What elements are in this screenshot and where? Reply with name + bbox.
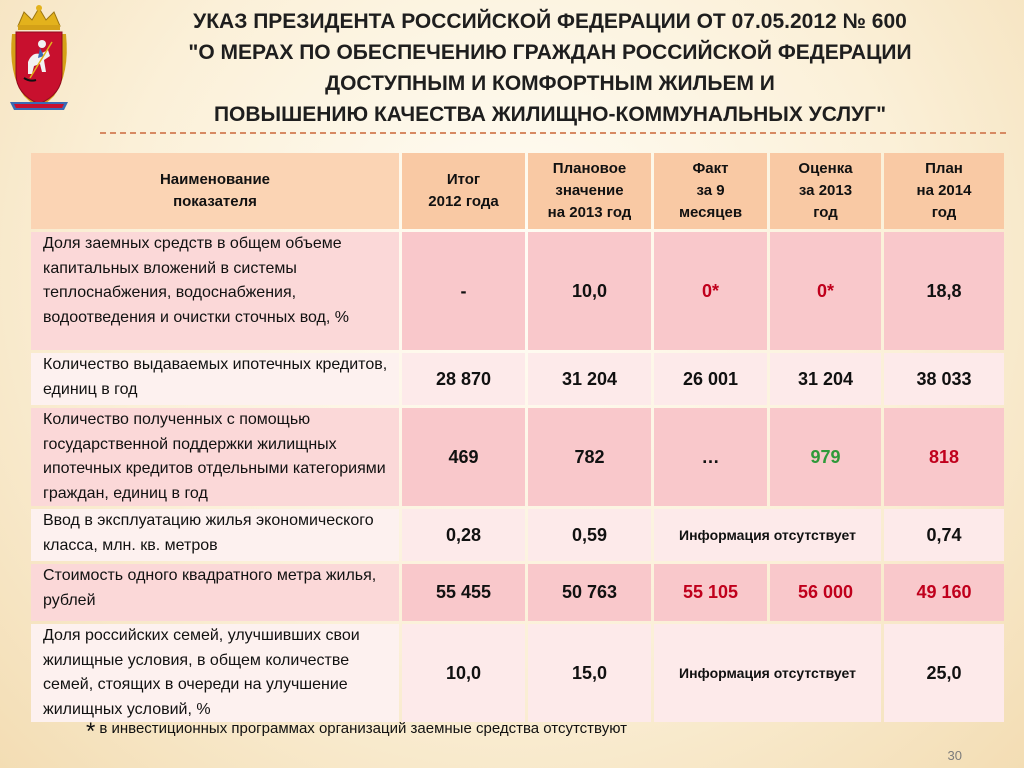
value-fact: 55 105 (654, 564, 767, 621)
indicators-table (28, 150, 1007, 725)
value-fact: … (654, 408, 767, 506)
footnote-star: * (86, 718, 96, 745)
value-fact: 0* (654, 232, 767, 350)
indicator-name: Стоимость одного квадратного метра жилья, рублей (31, 564, 399, 621)
header-line: Итог (446, 171, 481, 188)
title-line: ДОСТУПНЫМ И КОМФОРТНЫМ ЖИЛЬЕМ И (325, 72, 775, 95)
info-missing: Информация отсутствует (654, 624, 881, 722)
value-otsenka: 31 204 (770, 353, 881, 405)
header-line: за 9 (696, 182, 725, 199)
table-row (31, 353, 1004, 405)
value-plan-2013: 0,59 (528, 509, 651, 561)
value-plan-2014: 818 (884, 408, 1004, 506)
value-itog: 469 (402, 408, 525, 506)
header-line: План (925, 160, 963, 177)
header-line: год (931, 204, 957, 221)
title-line: "О МЕРАХ ПО ОБЕСПЕЧЕНИЮ ГРАЖДАН РОССИЙСКОЙ ФЕДЕРАЦИИ (188, 41, 912, 64)
table-row (31, 232, 1004, 350)
header-line: Наименование (159, 171, 271, 188)
value-plan-2013: 782 (528, 408, 651, 506)
header-line: 2012 года (428, 193, 499, 210)
header-line: на 2014 (916, 182, 972, 199)
indicator-name: Количество выдаваемых ипотечных кредитов, единиц в год (31, 353, 399, 405)
table-row (31, 564, 1004, 621)
page-number: 30 (947, 748, 962, 763)
value-otsenka: 979 (770, 408, 881, 506)
coat-of-arms-icon (6, 4, 72, 114)
table-row (31, 509, 1004, 561)
header-plan-2014 (884, 153, 1004, 229)
value-plan-2013: 50 763 (528, 564, 651, 621)
dashed-divider (100, 132, 1006, 134)
value-otsenka: 0* (770, 232, 881, 350)
header-line: Плановое (552, 160, 627, 177)
indicator-name: Ввод в эксплуатацию жилья экономического класса, млн. кв. метров (31, 509, 399, 561)
value-plan-2014: 38 033 (884, 353, 1004, 405)
title-line: УКАЗ ПРЕЗИДЕНТА РОССИЙСКОЙ ФЕДЕРАЦИИ ОТ 07.05.2012 № 600 (193, 10, 907, 33)
value-otsenka: 56 000 (770, 564, 881, 621)
title-line: ПОВЫШЕНИЮ КАЧЕСТВА ЖИЛИЩНО-КОММУНАЛЬНЫХ УСЛУГ" (213, 103, 887, 126)
value-plan-2014: 0,74 (884, 509, 1004, 561)
header-otsenka (770, 153, 881, 229)
header-plan-2013 (528, 153, 651, 229)
header-itog (402, 153, 525, 229)
value-itog: 10,0 (402, 624, 525, 722)
header-line: за 2013 (798, 182, 853, 199)
value-plan-2014: 18,8 (884, 232, 1004, 350)
page-title (90, 6, 1010, 130)
header-line: показателя (173, 193, 257, 210)
value-plan-2014: 49 160 (884, 564, 1004, 621)
value-plan-2013: 10,0 (528, 232, 651, 350)
value-plan-2014: 25,0 (884, 624, 1004, 722)
indicator-name: Количество полученных с помощью государственной поддержки жилищных ипотечных кредитов отдельными категориями граждан, единиц в год (31, 408, 399, 506)
value-plan-2013: 15,0 (528, 624, 651, 722)
value-itog: 0,28 (402, 509, 525, 561)
value-itog: - (402, 232, 525, 350)
value-fact: 26 001 (654, 353, 767, 405)
value-itog: 28 870 (402, 353, 525, 405)
indicator-name: Доля российских семей, улучшивших свои жилищные условия, в общем количестве семей, стоящих в очереди на улучшение жилищных условий, % (31, 624, 399, 722)
header-name (31, 153, 399, 229)
footnote-text: в инвестиционных программах организаций заемные средства отсутствуют (99, 720, 627, 737)
table-row (31, 408, 1004, 506)
header-line: год (813, 204, 838, 221)
indicator-name: Доля заемных средств в общем объеме капитальных вложений в системы теплоснабжения, водоснабжения, водоотведения и очистки сточных вод, % (31, 232, 399, 350)
table-header-row (31, 153, 1004, 229)
header-line: месяцев (678, 204, 743, 221)
header-line: Факт (692, 160, 729, 177)
header-line: Оценка (798, 160, 853, 177)
table-row (31, 624, 1004, 722)
value-itog: 55 455 (402, 564, 525, 621)
header-fact (654, 153, 767, 229)
value-plan-2013: 31 204 (528, 353, 651, 405)
header-line: на 2013 год (547, 204, 632, 221)
info-missing: Информация отсутствует (654, 509, 881, 561)
footnote (86, 712, 627, 745)
header-line: значение (555, 182, 624, 199)
